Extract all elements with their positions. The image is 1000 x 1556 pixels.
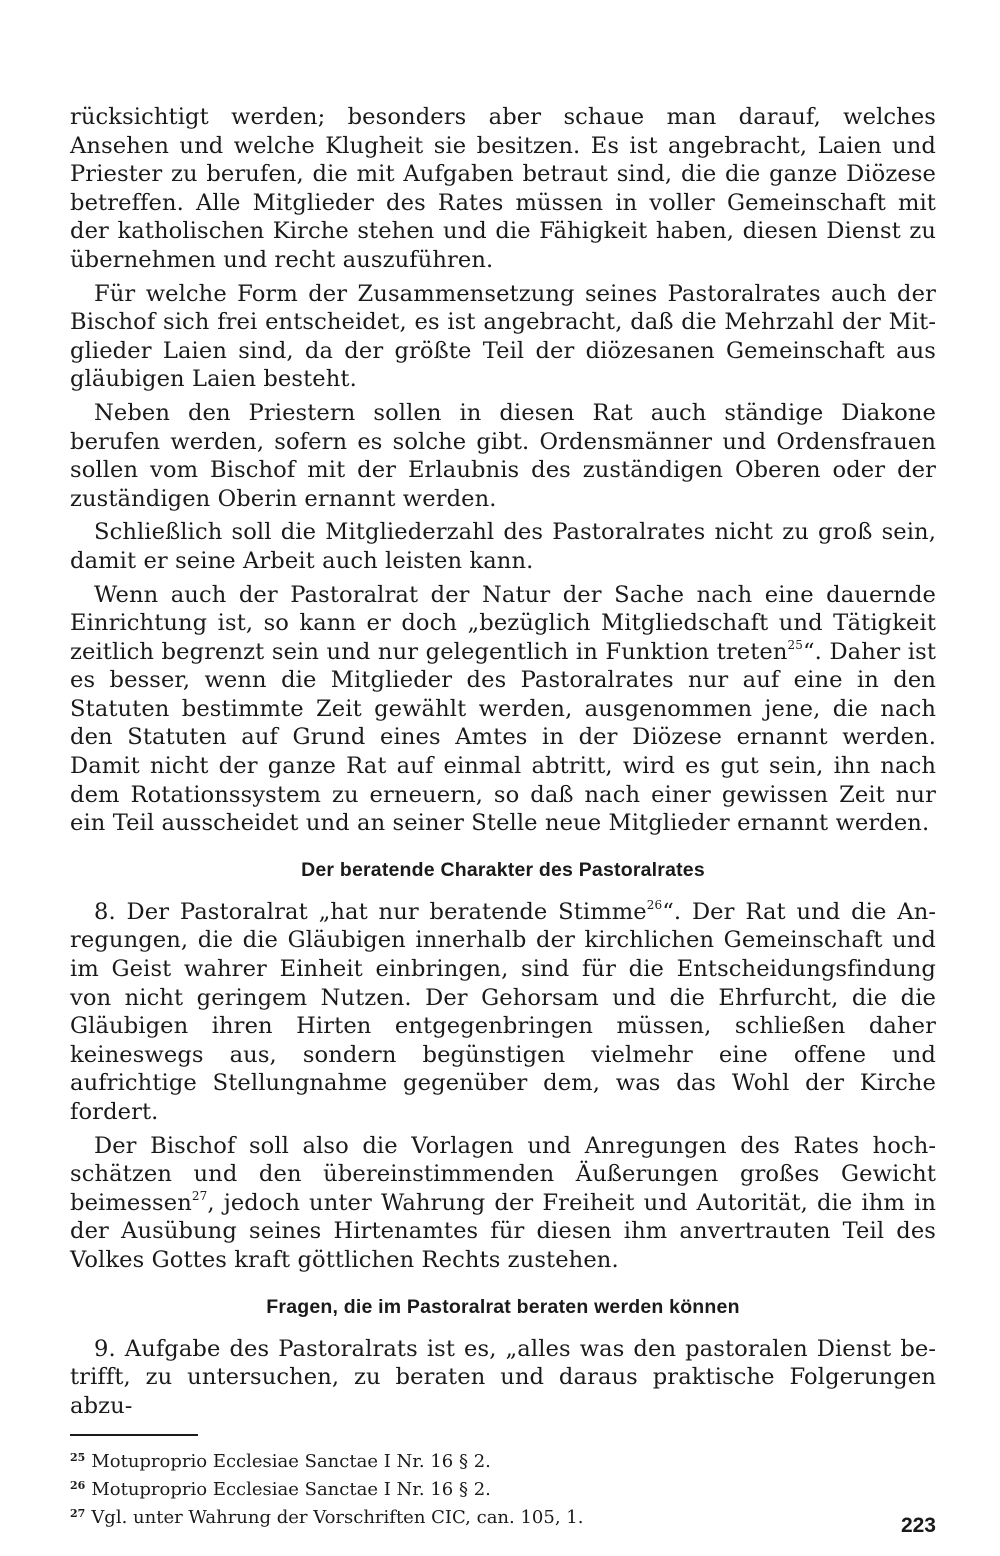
page-number: 223	[900, 1514, 936, 1537]
paragraph-deacons: Neben den Priestern sollen in diesen Rat auch ständige Diakone berufen werden, sofern es solche gibt. Ordensmänner und Ordensfrauen sollen vom Bischof mit der Erlaubnis des zuständigen Oberen oder der zuständigen Oberin ernannt werden.	[70, 399, 936, 512]
paragraph-term-of-office	[70, 581, 936, 838]
footnote-divider	[70, 1434, 198, 1436]
footnote-text: Motuproprio Ecclesiae Sanctae I Nr. 16 § 2.	[91, 1451, 491, 1473]
footnote-ref-25: 25	[787, 638, 804, 653]
paragraph-text: “. Daher ist es besser, wenn die Mitglieder des Pastoralrates nur auf eine in den Statuten bestimmte Zeit gewählt werden, ausgenommen jene, die nach den Statuten auf Grund eines Amtes in der Diözese ernannt werden. Damit nicht der ganze Rat auf einmal abtritt, wird es gut sein, ihn nach dem Rotationssystem zu erneuern, so daß nach einer gewissen Zeit nur ein Teil ausscheidet und an seiner Stelle neue Mitglieder ernannt werden.	[70, 638, 936, 837]
paragraph-text: Der Bischof soll also die Vorlagen und Anregungen des Rates hochschätzen und den übereinstimmenden Äußerungen großes Gewicht beimessen	[70, 1132, 936, 1216]
paragraph-consultative-vote	[70, 898, 936, 1127]
paragraph-text: Wenn auch der Pastoralrat der Natur der Sache nach eine dauernde Einrichtung ist, so kann er doch „bezüglich Mitgliedschaft und Tätigkeit zeitlich begrenzt sein und nur gelegentlich in Funktion treten	[70, 581, 936, 665]
paragraph-continuation: rücksichtigt werden; besonders aber schaue man darauf, welches Ansehen und welche Klugheit sie besitzen. Es ist angebracht, Laien und Priester zu berufen, die mit Aufgaben betraut sind, die die ganze Diözese betreffen. Alle Mitglieder des Rates müssen in voller Gemeinschaft mit der katholischen Kirche stehen und die Fähigkeit haben, diesen Dienst zu übernehmen und recht auszuführen.	[70, 104, 936, 273]
paragraph-member-count: Schließlich soll die Mitgliederzahl des Pastoralrates nicht zu groß sein, damit er seine Arbeit auch leisten kann.	[70, 519, 936, 574]
section-heading-consultative-character: Der beratende Charakter des Pastoralrates	[301, 858, 705, 881]
footnote-27	[70, 1502, 936, 1530]
footnote-text: Motuproprio Ecclesiae Sanctae I Nr. 16 § 2.	[91, 1479, 491, 1501]
footnote-26	[70, 1474, 936, 1502]
paragraph-text: 8. Der Pastoralrat „hat nur beratende Stimme	[94, 898, 647, 925]
footnote-number: 27	[70, 1507, 86, 1521]
section-heading-questions: Fragen, die im Pastoralrat beraten werden können	[266, 1295, 740, 1318]
footnote-ref-26: 26	[646, 898, 663, 913]
footnote-25	[70, 1446, 936, 1474]
footnote-ref-27: 27	[191, 1189, 208, 1204]
paragraph-text: “. Der Rat und die Anregungen, die die Gläubigen innerhalb der kirchlichen Gemeinschaft und im Geist wahrer Einheit einbringen, sind für die Entscheidungsfindung von nicht geringem Nutzen. Der Gehorsam und die Ehrfurcht, die die Gläubigen ihren Hirten entgegenbringen müssen, schließen daher keineswegs aus, sondern begünstigen vielmehr eine offene und aufrichtige Stellungnahme gegenüber dem, was das Wohl der Kirche fordert.	[70, 898, 936, 1125]
paragraph-bishop-esteem	[70, 1132, 936, 1275]
footnote-number: 26	[70, 1479, 86, 1493]
paragraph-composition: Für welche Form der Zusammensetzung seines Pastoralrates auch der Bischof sich frei entscheidet, es ist angebracht, daß die Mehrzahl der Mitglieder Laien sind, da der größte Teil der diözesanen Gemeinschaft aus gläubigen Laien besteht.	[70, 280, 936, 393]
footnote-text: Vgl. unter Wahrung der Vorschriften CIC, can. 105, 1.	[91, 1507, 584, 1529]
paragraph-tasks: 9. Aufgabe des Pastoralrats ist es, „alles was den pastoralen Dienst betrifft, zu untersuchen, zu beraten und daraus praktische Folgerungen abzu-	[70, 1335, 936, 1419]
footnote-number: 25	[70, 1451, 86, 1465]
paragraph-text: , jedoch unter Wahrung der Freiheit und Autorität, die ihm in der Ausübung seines Hirtenamtes für diesen ihm anvertrauten Teil des Volkes Gottes kraft göttlichen Rechts zustehen.	[70, 1189, 936, 1273]
document-page	[70, 103, 936, 1530]
